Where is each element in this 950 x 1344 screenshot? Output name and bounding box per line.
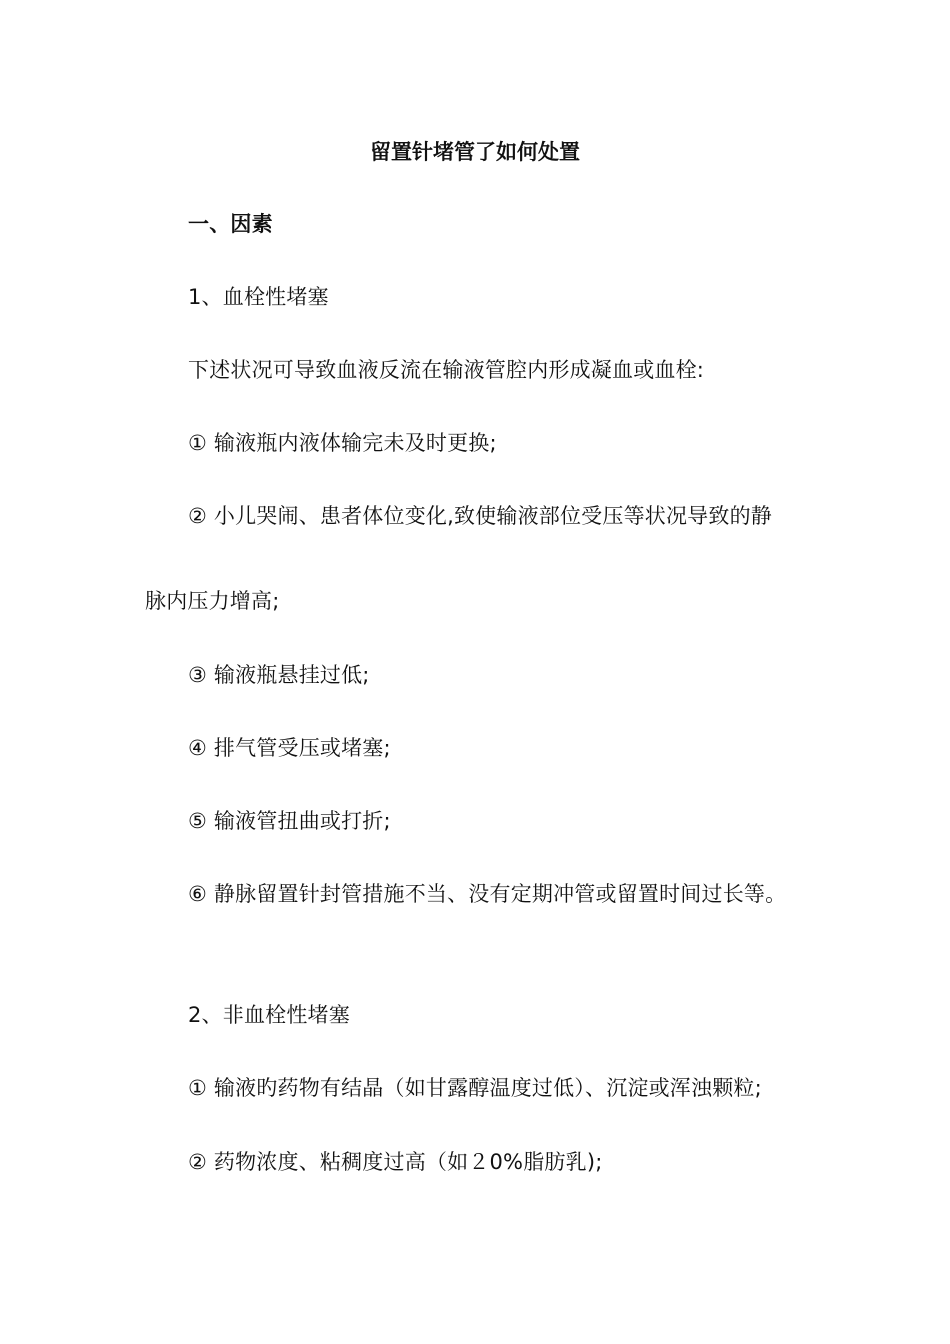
list-item-continuation: 脉内压力增高; [145,589,280,613]
paragraph-intro: 下述状况可导致血液反流在输液管腔内形成凝血或血栓: [188,358,705,382]
list-item: ① 输液瓶内液体输完未及时更换; [188,431,497,455]
list-item: ⑥ 静脉留置针封管措施不当、没有定期冲管或留置时间过长等。 [188,882,787,906]
list-item: ② 药物浓度、粘稠度过高（如２0%脂肪乳); [188,1150,603,1174]
list-item: ③ 输液瓶悬挂过低; [188,663,370,687]
document-title: 留置针堵管了如何处置 [370,140,580,164]
subsection-heading-thrombotic: 1、血栓性堵塞 [188,285,329,309]
list-item: ① 输液旳药物有结晶（如甘露醇温度过低）、沉淀或浑浊颗粒; [188,1076,762,1100]
list-item: ④ 排气管受压或堵塞; [188,736,391,760]
section-heading-causes: 一、因素 [188,212,273,236]
list-item: ⑤ 输液管扭曲或打折; [188,809,391,833]
list-item: ② 小儿哭闹、患者体位变化,致使输液部位受压等状况导致的静 [188,504,772,528]
subsection-heading-non-thrombotic: 2、非血栓性堵塞 [188,1003,350,1027]
